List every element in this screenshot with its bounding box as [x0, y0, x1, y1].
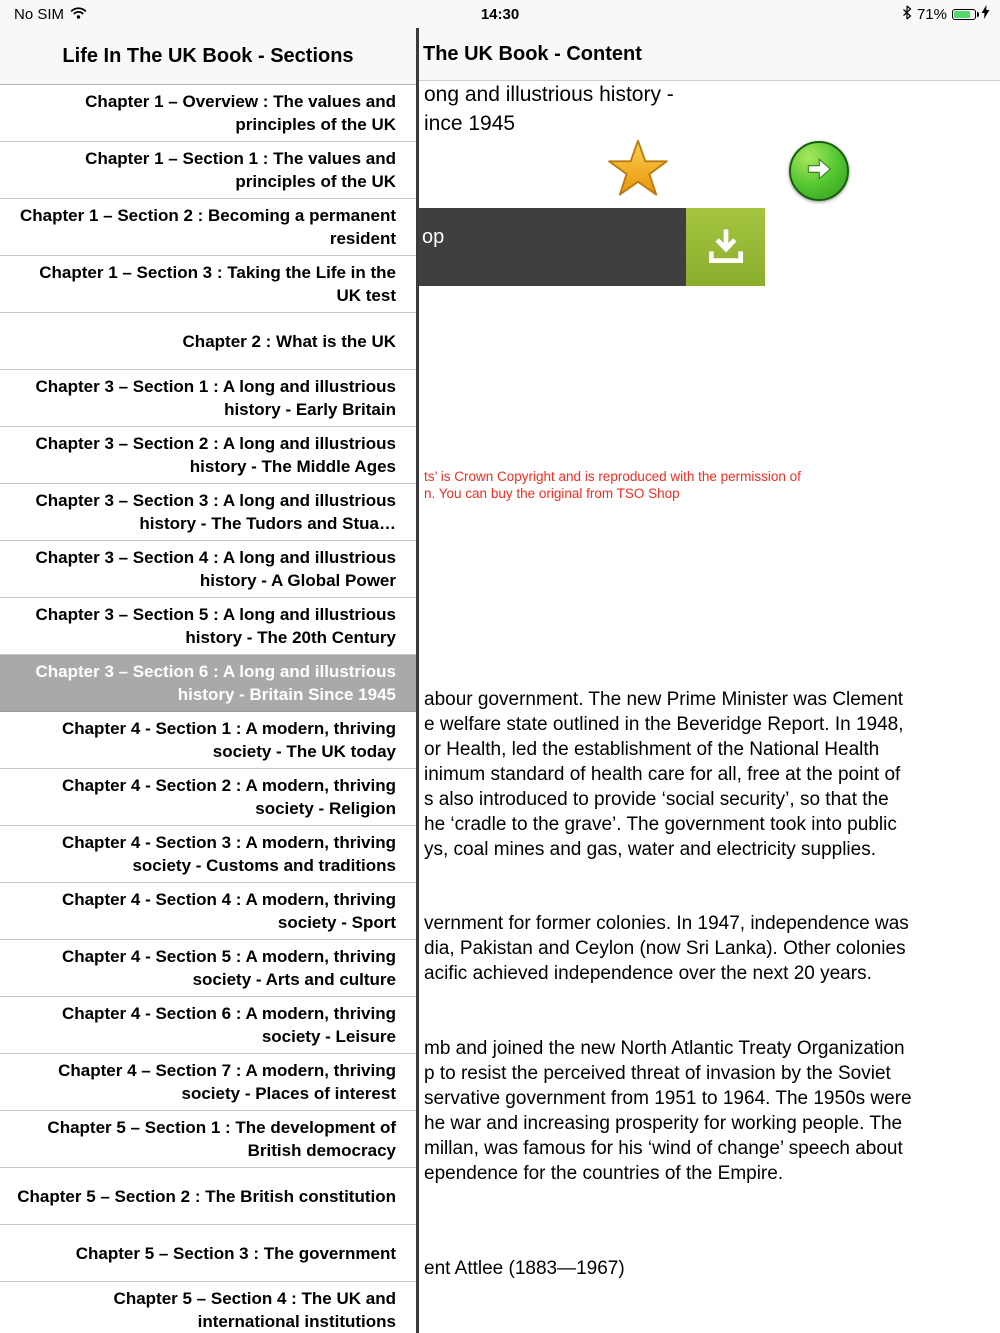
sidebar-item-label: Chapter 3 – Section 3 : A long and illustrious history - The Tudors and Stua…	[35, 491, 396, 533]
page-title	[424, 80, 674, 138]
text-line: he ‘cradle to the grave’. The government took into public	[424, 814, 897, 835]
sidebar-item-label: Chapter 1 – Section 1 : The values and principles of the UK	[85, 149, 396, 191]
text-line: servative government from 1951 to 1964. The 1950s were	[424, 1088, 912, 1109]
battery-percent-label: 71%	[916, 5, 947, 23]
sidebar-item-ch3-s4[interactable]	[0, 541, 416, 598]
sidebar-item-ch1-s2[interactable]	[0, 199, 416, 256]
sidebar-item-ch3-s6-selected[interactable]	[0, 655, 416, 712]
text-line: ependence for the countries of the Empire.	[424, 1163, 784, 1184]
download-icon	[703, 223, 749, 272]
sidebar-item-ch2[interactable]	[0, 313, 416, 370]
sidebar-item-label: Chapter 4 - Section 5 : A modern, thriving society - Arts and culture	[61, 947, 396, 989]
text-line: or Health, led the establishment of the National Health	[424, 739, 880, 760]
next-section-button[interactable]	[789, 141, 849, 201]
sidebar-item-label: Chapter 5 – Section 2 : The British constitution	[17, 1186, 396, 1206]
sidebar-item-ch4-s7[interactable]	[0, 1054, 416, 1111]
sidebar-item-label: Chapter 4 - Section 4 : A modern, thriving society - Sport	[61, 890, 396, 932]
status-bar	[0, 0, 1000, 28]
sidebar-item-label: Chapter 4 - Section 2 : A modern, thriving society - Religion	[61, 776, 396, 818]
sidebar-item-label: Chapter 3 – Section 6 : A long and illustrious history - Britain Since 1945	[35, 662, 396, 704]
text-line: acific achieved independence over the next 20 years.	[424, 963, 872, 984]
text-line: e welfare state outlined in the Beveridge Report. In 1948,	[424, 714, 904, 735]
battery-icon	[952, 9, 976, 20]
sidebar-item-ch1-s1[interactable]	[0, 142, 416, 199]
sidebar-item-ch5-s2[interactable]	[0, 1168, 416, 1225]
sidebar-item-label: Chapter 3 – Section 5 : A long and illustrious history - The 20th Century	[35, 605, 396, 647]
sidebar-item-ch4-s1[interactable]	[0, 712, 416, 769]
sidebar-item-label: Chapter 1 – Overview : The values and principles of the UK	[85, 92, 396, 134]
sidebar-item-label: Chapter 4 - Section 3 : A modern, thriving society - Customs and traditions	[61, 833, 396, 875]
carrier-label: No SIM	[14, 5, 65, 23]
sidebar-item-label: Chapter 4 - Section 6 : A modern, thriving society - Leisure	[61, 1004, 396, 1046]
sections-sidebar	[0, 28, 419, 1333]
copyright-line-1: ts’ is Crown Copyright and is reproduced with the permission of	[424, 469, 801, 484]
paragraph-1	[424, 687, 904, 862]
sidebar-item-ch4-s3[interactable]	[0, 826, 416, 883]
crown-copyright-notice	[424, 468, 801, 502]
text-line: dia, Pakistan and Ceylon (now Sri Lanka). Other colonies	[424, 938, 906, 959]
paragraph-3	[424, 1036, 912, 1186]
sidebar-item-ch5-s1[interactable]	[0, 1111, 416, 1168]
sidebar-item-ch4-s4[interactable]	[0, 883, 416, 940]
arrow-right-icon	[803, 153, 835, 190]
sidebar-item-ch1-overview[interactable]	[0, 85, 416, 142]
sidebar-title: Life In The UK Book - Sections	[0, 28, 416, 85]
sidebar-item-ch3-s2[interactable]	[0, 427, 416, 484]
clock: 14:30	[480, 5, 520, 23]
sidebar-item-label: Chapter 3 – Section 1 : A long and illustrious history - Early Britain	[35, 377, 396, 419]
image-caption: ent Attlee (1883—1967)	[424, 1258, 625, 1279]
sidebar-item-label: Chapter 3 – Section 4 : A long and illustrious history - A Global Power	[35, 548, 396, 590]
sidebar-item-ch3-s1[interactable]	[0, 370, 416, 427]
sidebar-item-ch3-s5[interactable]	[0, 598, 416, 655]
copyright-line-2: n. You can buy the original from TSO Shop	[424, 486, 680, 501]
download-button[interactable]	[686, 208, 765, 286]
sidebar-item-label: Chapter 2 : What is the UK	[182, 331, 396, 351]
sidebar-item-ch4-s2[interactable]	[0, 769, 416, 826]
sidebar-item-ch1-s3[interactable]	[0, 256, 416, 313]
sidebar-item-ch3-s3[interactable]	[0, 484, 416, 541]
sidebar-item-label: Chapter 4 - Section 1 : A modern, thriving society - The UK today	[61, 719, 396, 761]
sidebar-item-label: Chapter 1 – Section 2 : Becoming a permanent resident	[20, 206, 396, 248]
text-line: vernment for former colonies. In 1947, independence was	[424, 913, 909, 934]
charging-bolt-icon	[981, 5, 990, 23]
page-title-line-1: ong and illustrious history -	[424, 83, 674, 106]
sidebar-item-ch4-s5[interactable]	[0, 940, 416, 997]
favourite-star-button[interactable]	[606, 137, 670, 199]
sidebar-item-label: Chapter 5 – Section 3 : The government	[75, 1243, 396, 1263]
text-line: he war and increasing prosperity for working people. The	[424, 1113, 903, 1134]
text-line: s also introduced to provide ‘social security’, so that the	[424, 789, 889, 810]
sidebar-item-label: Chapter 4 – Section 7 : A modern, thriving society - Places of interest	[58, 1061, 396, 1103]
sidebar-item-label: Chapter 1 – Section 3 : Taking the Life in the UK test	[39, 263, 396, 305]
text-line: mb and joined the new North Atlantic Treaty Organization	[424, 1038, 905, 1059]
text-line: inimum standard of health care for all, free at the point of	[424, 764, 901, 785]
sidebar-item-label: Chapter 3 – Section 2 : A long and illustrious history - The Middle Ages	[35, 434, 396, 476]
page-title-line-2: ince 1945	[424, 112, 516, 135]
sidebar-item-label: Chapter 5 – Section 1 : The development of British democracy	[47, 1118, 396, 1160]
tso-shop-banner[interactable]	[419, 208, 686, 286]
banner-text: op	[422, 226, 445, 248]
bluetooth-icon	[902, 5, 912, 24]
sidebar-item-label: Chapter 5 – Section 4 : The UK and international institutions	[113, 1289, 396, 1331]
text-line: abour government. The new Prime Minister was Clement	[424, 689, 904, 710]
paragraph-2	[424, 911, 909, 986]
star-icon	[606, 186, 670, 203]
text-line: ys, coal mines and gas, water and electricity supplies.	[424, 839, 876, 860]
text-line: millan, was famous for his ‘wind of change’ speech about	[424, 1138, 903, 1159]
content-pane-title: The UK Book - Content	[423, 43, 642, 65]
sidebar-item-ch5-s3[interactable]	[0, 1225, 416, 1282]
text-line: p to resist the perceived threat of invasion by the Soviet	[424, 1063, 891, 1084]
sidebar-item-ch4-s6[interactable]	[0, 997, 416, 1054]
sidebar-item-ch5-s4[interactable]	[0, 1282, 416, 1333]
